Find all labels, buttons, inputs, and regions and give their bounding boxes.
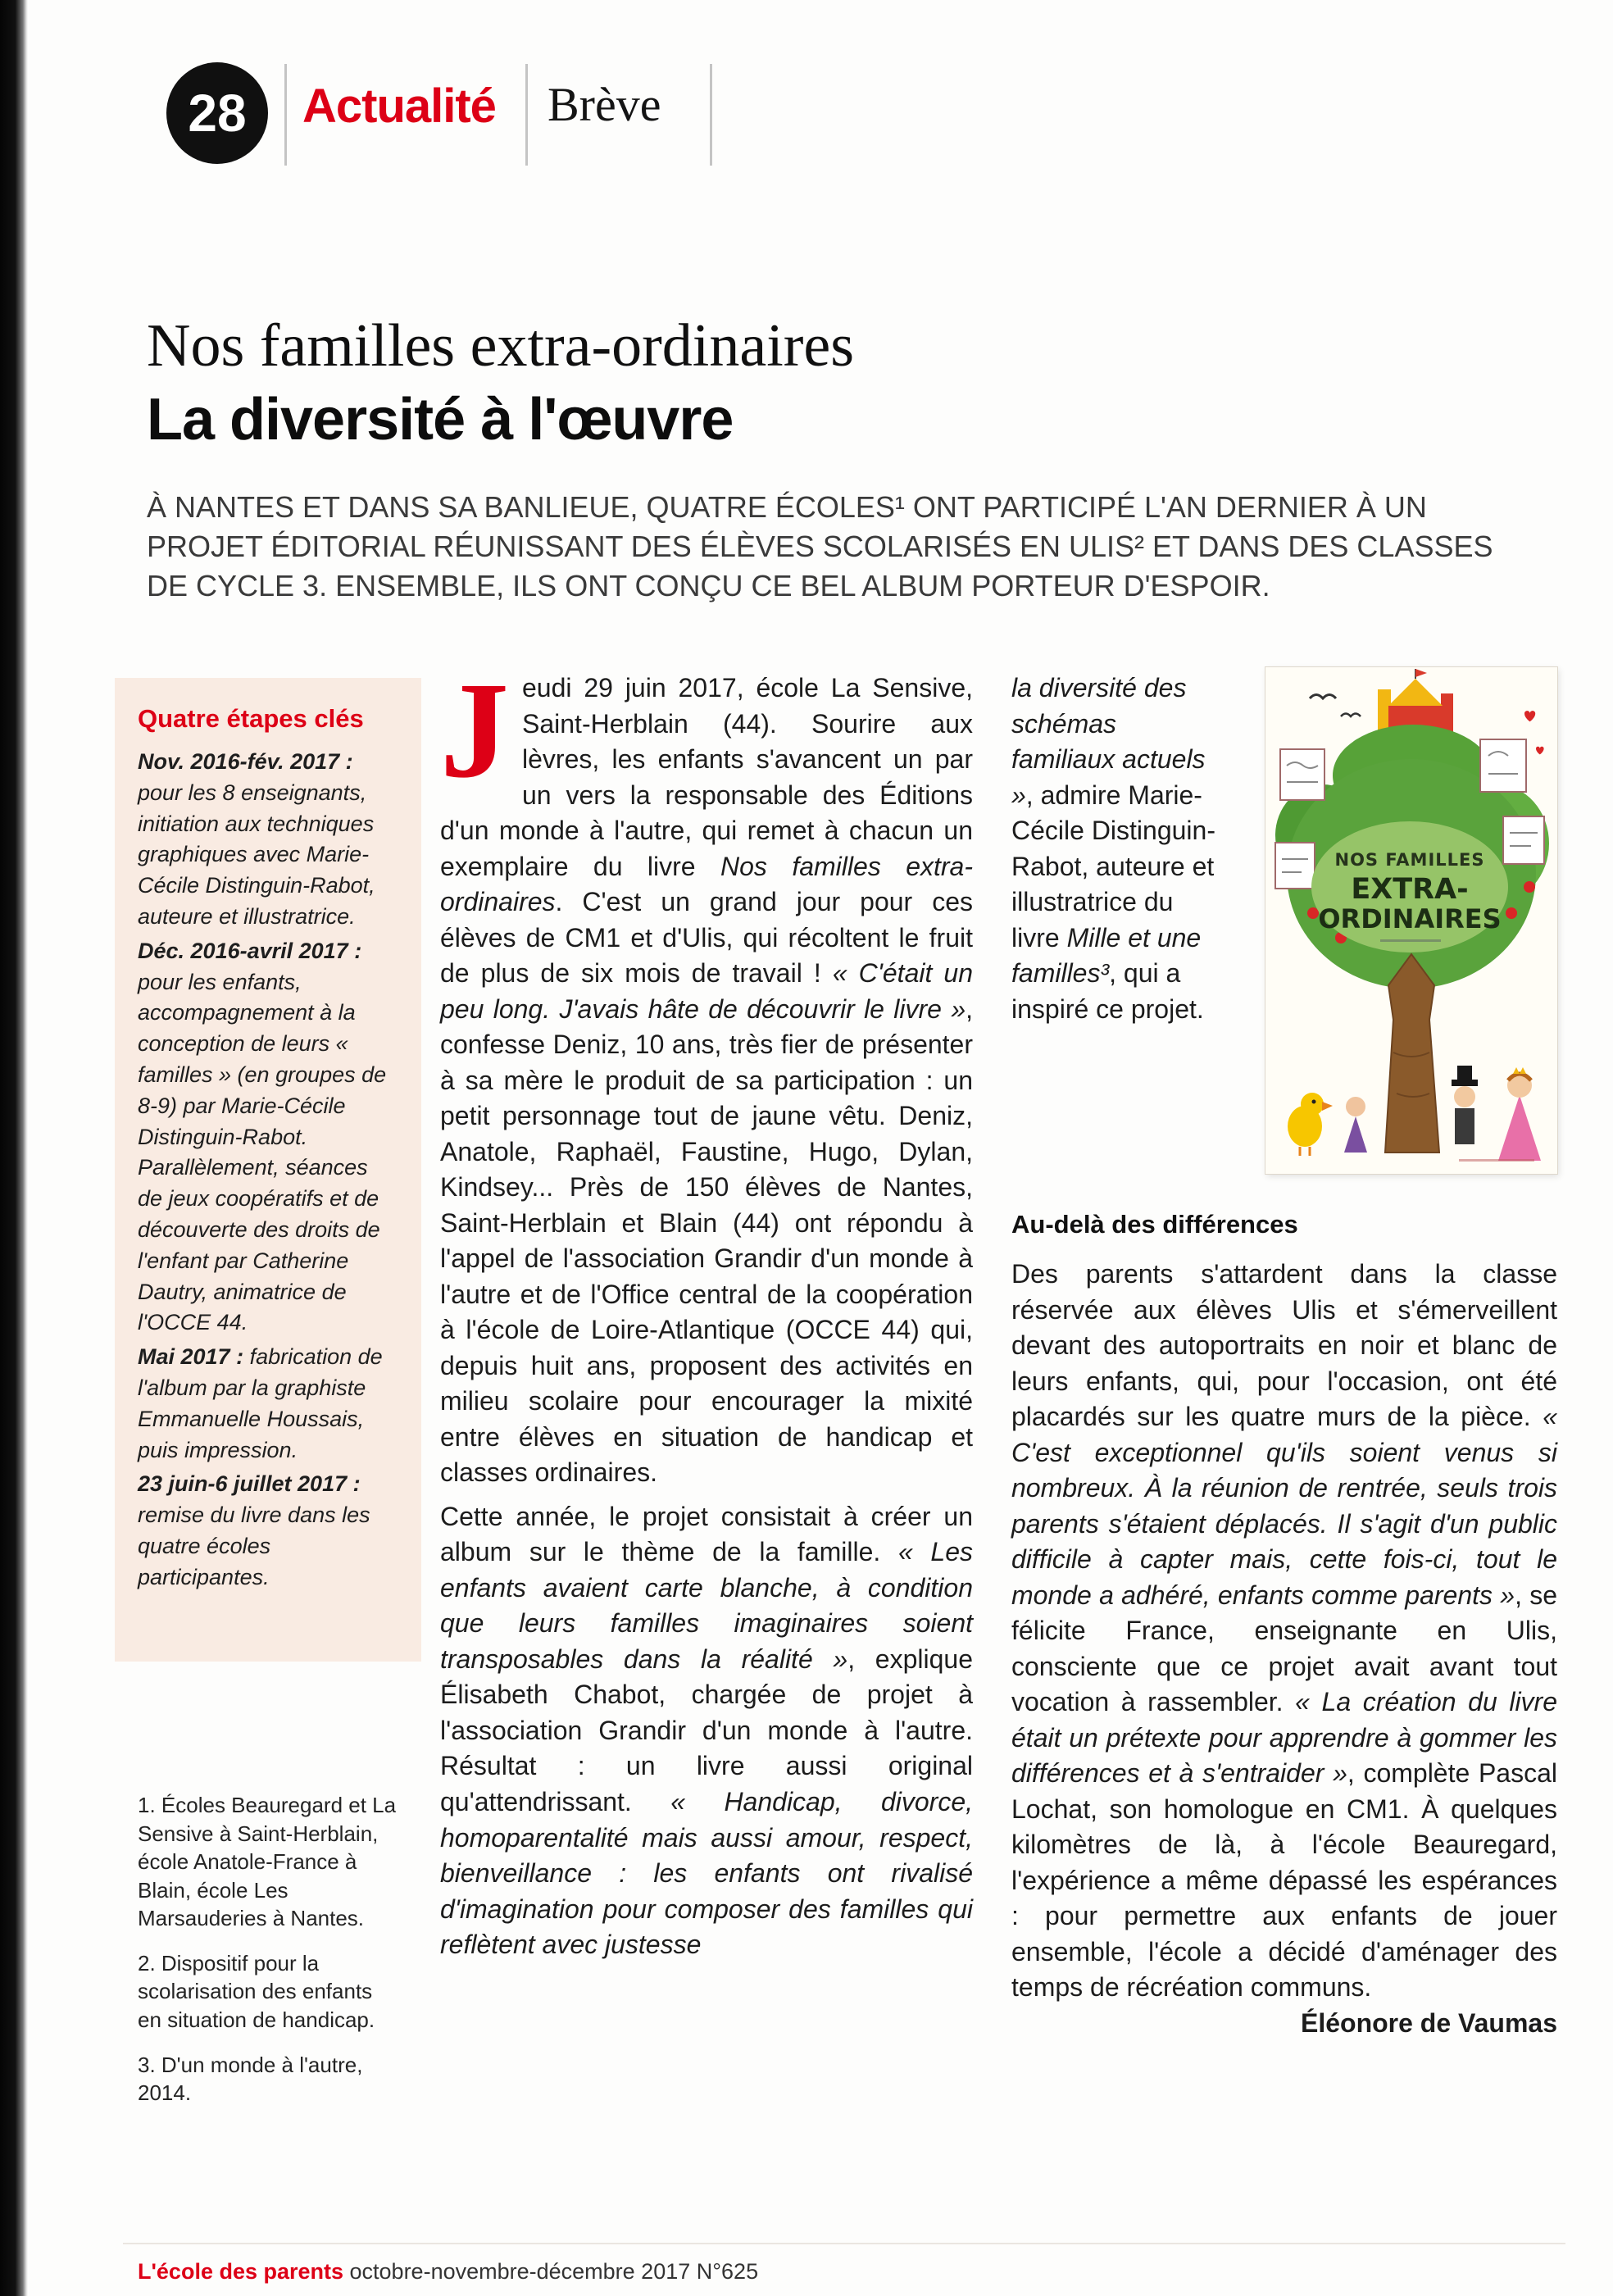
cover-title-top: NOS FAMILLES [1334, 850, 1485, 870]
key-steps-box [115, 678, 421, 1662]
step-text: fabrication de l'album par la graphiste Emmanuelle Houssais, puis impression. [138, 1344, 383, 1462]
header-divider [284, 64, 287, 166]
section-label: Brève [548, 78, 661, 131]
step-text: pour les enfants, accompagnement à la conception de leurs « familles » (en groupes de 8-9) par Marie-Cécile Distinguin-Rabot. Parallèlement, séances de jeux coopératifs et de découverte des droits de l'enfant par Catherine Dautry, animatrice de l'OCCE 44. [138, 969, 387, 1335]
byline: Éléonore de Vaumas [1300, 2007, 1557, 2038]
sidebar-step [138, 747, 398, 933]
quote-italic: « Les enfants avaient carte blanche, à condition que leurs familles imaginaires soient transposables dans la réalité » [440, 1537, 974, 1674]
footnote-1: 1. Écoles Beauregard et La Sensive à Saint-Herblain, école Anatole-France à Blain, école Les Marsauderies à Nantes. [138, 1793, 397, 1931]
left-column [115, 678, 421, 1662]
right-column [1011, 671, 1558, 2038]
body-text: Cette année, le projet consistait à créer un album sur le thème de la famille. [440, 1501, 973, 1567]
step-text: remise du livre dans les quatre écoles participantes. [138, 1503, 370, 1589]
step-date: Nov. 2016-fév. 2017 : [138, 749, 353, 774]
body-text: eudi 29 juin 2017, école La Sensive, Saint-Herblain (44). Sourire aux lèvres, les enfants s'avancent un par un vers la responsable des Éditions d'un monde à l'autre, qui remet à chacun un exemplaire du livre [440, 673, 973, 881]
header-divider [525, 64, 528, 166]
quote-italic: « Handicap, divorce, homoparentalité mais aussi amour, respect, bienveillance : les enfants ont rivalisé d'imagination pour composer des familles qui reflètent avec justesse [440, 1786, 974, 1960]
quote-italic: « C'est exceptionnel qu'ils soient venus si nombreux. À la réunion de rentrée, seuls trois parents s'étaient déplacés. Il s'agit d'un public difficile à capter mais, cette fois-ci, tout le monde a adhéré, enfants comme parents » [1011, 1402, 1557, 1610]
quote-italic: la diversité des schémas familiaux actuels » [1011, 673, 1206, 810]
headline-block [147, 313, 1540, 606]
book-title-italic: Mille et une familles³ [1011, 922, 1202, 989]
issue-info: octobre-novembre-décembre 2017 N°625 [343, 2259, 759, 2284]
right-column-body [1011, 1207, 1557, 2042]
book-cover-image [1265, 667, 1557, 1174]
page-number-badge [166, 62, 268, 164]
body-text: , confesse Deniz, 10 ans, très fier de présenter à sa mère le produit de sa participation : un petit personnage tout de jaune vêtu. Deniz, Anatole, Raphaël, Faustine, Hugo, Dylan, Kindsey... Près de 150 élèves de Nantes, Saint-Herblain et Blain (44) ont répondu à l'appel de l'association Grandir d'un monde à l'autre et de l'Office central de la coopération à l'école de Loire-Atlantique (OCCE 44) qui, depuis huit ans, proposent des activités en milieu scolaire pour encourager la mixité entre élèves en situation de handicap et classes ordinaires. [440, 993, 973, 1488]
subheading: Au-delà des différences [1011, 1210, 1298, 1239]
intro-continuation [1011, 671, 1223, 1027]
paragraph-1 [440, 654, 974, 1491]
drop-cap: J [440, 654, 509, 807]
sidebar-title: Quatre étapes clés [138, 704, 364, 733]
body-text: Des parents s'attardent dans la classe réservée aux élèves Ulis et s'émerveillent devant des autoportraits en noir et blanc de leurs enfants, qui, pour l'occasion, ont été placardés sur les quatre murs de la pièce. [1011, 1259, 1557, 1432]
book-title-italic: Nos familles extra-ordinaires [440, 851, 974, 917]
cover-title-mid: EXTRA- [1351, 873, 1469, 906]
body-text: , complète Pascal Lochat, son homologue en CM1. À quelques kilomètres de là, à l'école Beauregard, l'expérience a même dépassé les espérances : pour permettre aux enfants de jouer ensemble, l'école a décidé d'aménager des temps de récréation communs. [1011, 1758, 1558, 2003]
body-text: , admire Marie-Cécile Distinguin-Rabot, auteure et illustratrice du livre [1011, 780, 1215, 952]
book-cover-art [1265, 667, 1557, 1174]
footer [138, 2259, 758, 2285]
article-title: Nos familles extra-ordinaires [147, 312, 855, 380]
sidebar-step [138, 1342, 398, 1466]
paragraph-2 [440, 1499, 973, 1963]
quote-italic: « C'était un peu long. J'avais hâte de découvrir le livre » [440, 958, 974, 1024]
body-text: . C'est un grand jour pour ces élèves de CM1 et d'Ulis, qui récoltent le fruit de plus de six mois de travail ! [440, 887, 973, 989]
quote-italic: « La création du livre était un prétexte pour apprendre à gommer les différences et à s'entraider » [1011, 1687, 1558, 1789]
footnotes [138, 1791, 398, 2124]
cover-title-bottom: ORDINAIRES [1318, 903, 1502, 934]
footnote-2: 2. Dispositif pour la scolarisation des enfants en situation de handicap. [138, 1950, 375, 2033]
body-text: , explique Élisabeth Chabot, chargée de projet à l'association Grandir d'un monde à l'autre. Résultat : un livre aussi original qu'attendrissant. [440, 1644, 974, 1816]
sidebar-step [138, 1469, 398, 1593]
page-number: 28 [188, 84, 247, 143]
article-subtitle: La diversité à l'œuvre [147, 387, 734, 453]
kicker-label: Actualité [302, 80, 496, 133]
body-text: , qui a inspiré ce projet. [1011, 958, 1204, 1024]
scan-spine-edge [0, 0, 28, 2296]
main-text-column [440, 654, 974, 1971]
standfirst: À NANTES ET DANS SA BANLIEUE, QUATRE ÉCOLES¹ ONT PARTICIPÉ L'AN DERNIER À UN PROJET ÉDITORIAL RÉUNISSANT DES ÉLÈVES SCOLARISÉS EN ULIS² ET DANS DES CLASSES DE CYCLE 3. ENSEMBLE, ILS ONT CONÇU CE BEL ALBUM PORTEUR D'ESPOIR. [147, 489, 1493, 603]
step-date: Déc. 2016-avril 2017 : [138, 938, 362, 963]
magazine-name: L'école des parents [138, 2259, 344, 2284]
sidebar-step [138, 936, 398, 1339]
footnote-3: 3. D'un monde à l'autre, 2014. [138, 2052, 363, 2106]
header-divider [710, 64, 712, 166]
step-date: Mai 2017 : [138, 1344, 244, 1370]
paragraph-3 [1011, 1257, 1558, 2038]
footer-rule [123, 2243, 1565, 2244]
step-date: 23 juin-6 juillet 2017 : [138, 1471, 361, 1497]
step-text: pour les 8 enseignants, initiation aux techniques graphiques avec Marie-Cécile Distinguin-Rabot, auteure et illustratrice. [138, 780, 375, 929]
body-text: , se félicite France, enseignante en Ulis, consciente que ce projet avait avant tout vocation à rassembler. [1011, 1580, 1558, 1717]
